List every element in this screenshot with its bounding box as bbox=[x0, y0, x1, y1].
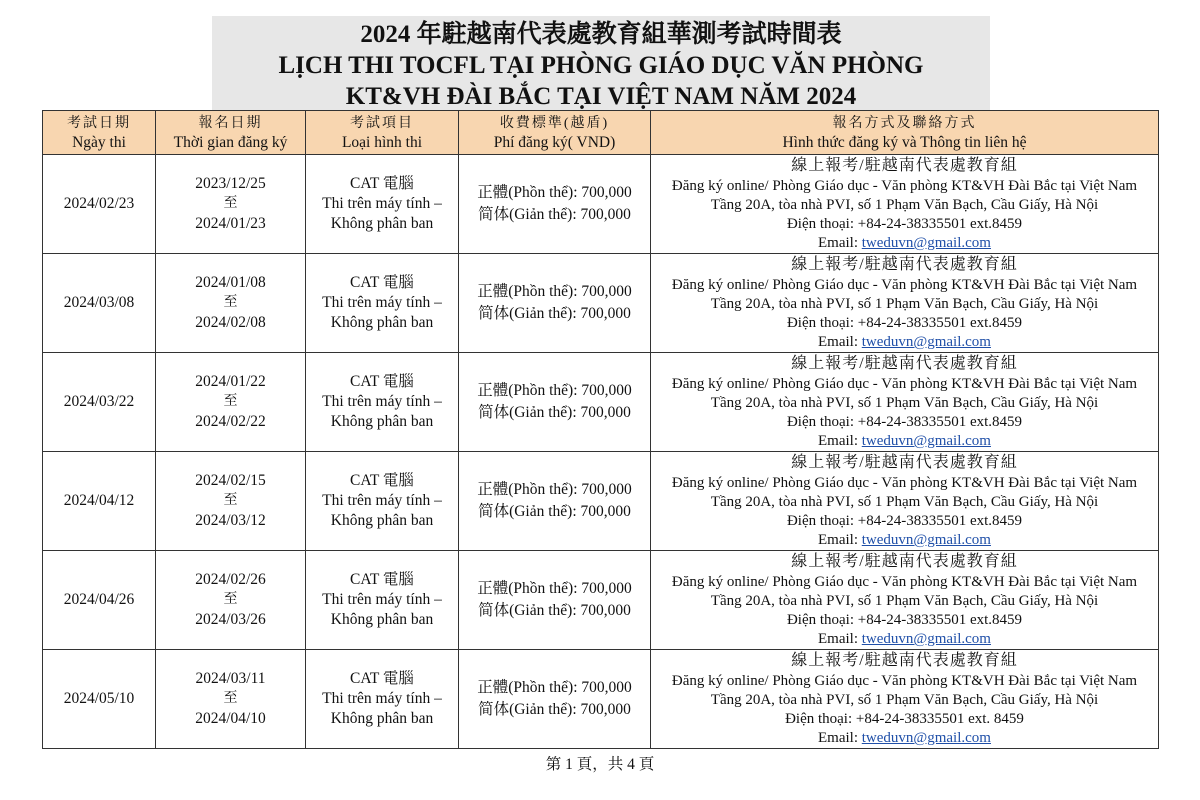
registration-start: 2024/01/08 bbox=[195, 274, 266, 291]
fee-traditional: 正體(Phồn thể): 700,000 bbox=[477, 382, 632, 399]
fee-traditional: 正體(Phồn thể): 700,000 bbox=[477, 283, 632, 300]
fee-traditional: 正體(Phồn thể): 700,000 bbox=[477, 481, 632, 498]
contact-email bbox=[651, 630, 1158, 649]
title-line-chinese: 2024 年駐越南代表處教育組華測考試時間表 bbox=[360, 21, 842, 48]
registration-to: 至 bbox=[223, 295, 238, 310]
contact-cell bbox=[651, 254, 1159, 353]
exam-type-line-2: Thi trên máy tính – bbox=[322, 690, 442, 707]
contact-online-office: Đăng ký online/ Phòng Giáo dục - Văn phòng KT&VH Đài Bắc tại Việt Nam bbox=[671, 673, 1138, 689]
contact-chinese: 線上報考/駐越南代表處教育組 bbox=[791, 553, 1018, 570]
table-row bbox=[43, 650, 1159, 749]
fee-cell bbox=[459, 353, 651, 452]
title-line-vietnamese-1: LỊCH THI TOCFL TẠI PHÒNG GIÁO DỤC VĂN PHÒNG bbox=[278, 52, 924, 79]
fee-cell bbox=[459, 452, 651, 551]
contact-address: Tầng 20A, tòa nhà PVI, số 1 Phạm Văn Bạch, Cầu Giấy, Hà Nội bbox=[710, 197, 1099, 213]
exam-date-cell bbox=[43, 650, 156, 749]
contact-address: Tầng 20A, tòa nhà PVI, số 1 Phạm Văn Bạch, Cầu Giấy, Hà Nội bbox=[710, 296, 1099, 312]
table-row bbox=[43, 452, 1159, 551]
registration-end: 2024/04/10 bbox=[195, 710, 266, 727]
registration-period-cell bbox=[156, 551, 306, 650]
registration-start: 2024/02/15 bbox=[195, 472, 266, 489]
registration-to: 至 bbox=[223, 394, 238, 409]
email-link[interactable]: tweduvn@gmail.com bbox=[861, 334, 991, 350]
contact-phone: Điện thoại: +84-24-38335501 ext.8459 bbox=[786, 315, 1023, 331]
exam-type-line-3: Không phân ban bbox=[330, 413, 434, 430]
email-link[interactable]: tweduvn@gmail.com bbox=[861, 631, 991, 647]
exam-date: 2024/03/08 bbox=[63, 294, 135, 311]
header-registration-period-vi: Thời gian đăng ký bbox=[173, 133, 288, 151]
exam-schedule-table bbox=[42, 110, 1159, 749]
registration-end: 2024/03/12 bbox=[195, 512, 266, 529]
header-exam-date-vi: Ngày thi bbox=[72, 133, 126, 151]
email-label: Email: bbox=[818, 532, 862, 548]
email-label: Email: bbox=[818, 730, 862, 746]
exam-date-cell bbox=[43, 452, 156, 551]
registration-to: 至 bbox=[223, 592, 238, 607]
header-fee bbox=[459, 111, 651, 155]
registration-period-cell bbox=[156, 254, 306, 353]
header-exam-date bbox=[43, 111, 156, 155]
contact-online-office: Đăng ký online/ Phòng Giáo dục - Văn phòng KT&VH Đài Bắc tại Việt Nam bbox=[671, 475, 1138, 491]
exam-date-cell bbox=[43, 353, 156, 452]
contact-chinese: 線上報考/駐越南代表處教育組 bbox=[791, 454, 1018, 471]
registration-end: 2024/01/23 bbox=[195, 215, 266, 232]
exam-date-cell bbox=[43, 155, 156, 254]
contact-email bbox=[651, 729, 1158, 748]
document-title bbox=[212, 16, 990, 110]
email-label: Email: bbox=[818, 334, 862, 350]
registration-to: 至 bbox=[223, 196, 238, 211]
registration-end: 2024/02/08 bbox=[195, 314, 266, 331]
exam-type-line-1: CAT 電腦 bbox=[350, 670, 414, 687]
fee-traditional: 正體(Phồn thể): 700,000 bbox=[477, 184, 632, 201]
contact-email bbox=[651, 234, 1158, 253]
contact-online-office: Đăng ký online/ Phòng Giáo dục - Văn phòng KT&VH Đài Bắc tại Việt Nam bbox=[671, 277, 1138, 293]
email-link[interactable]: tweduvn@gmail.com bbox=[861, 235, 991, 251]
contact-email bbox=[651, 333, 1158, 352]
fee-traditional: 正體(Phồn thể): 700,000 bbox=[477, 580, 632, 597]
header-exam-date-zh: 考試日期 bbox=[67, 115, 131, 131]
contact-online-office: Đăng ký online/ Phòng Giáo dục - Văn phòng KT&VH Đài Bắc tại Việt Nam bbox=[671, 574, 1138, 590]
contact-phone: Điện thoại: +84-24-38335501 ext.8459 bbox=[786, 612, 1023, 628]
header-row bbox=[43, 111, 1159, 155]
exam-date-cell bbox=[43, 254, 156, 353]
exam-type-line-3: Không phân ban bbox=[330, 611, 434, 628]
title-line-vietnamese-2: KT&VH ĐÀI BẮC TẠI VIỆT NAM NĂM 2024 bbox=[345, 83, 857, 110]
exam-type-line-2: Thi trên máy tính – bbox=[322, 294, 442, 311]
exam-date: 2024/04/26 bbox=[63, 591, 135, 608]
exam-type-line-2: Thi trên máy tính – bbox=[322, 492, 442, 509]
fee-simplified: 简体(Giản thể): 700,000 bbox=[478, 305, 631, 322]
contact-chinese: 線上報考/駐越南代表處教育組 bbox=[791, 652, 1018, 669]
email-label: Email: bbox=[818, 631, 862, 647]
registration-start: 2023/12/25 bbox=[195, 175, 266, 192]
fee-cell bbox=[459, 254, 651, 353]
exam-type-line-3: Không phân ban bbox=[330, 710, 434, 727]
exam-type-cell bbox=[306, 254, 459, 353]
exam-type-line-3: Không phân ban bbox=[330, 215, 434, 232]
exam-type-cell bbox=[306, 551, 459, 650]
exam-type-line-1: CAT 電腦 bbox=[350, 472, 414, 489]
contact-phone: Điện thoại: +84-24-38335501 ext.8459 bbox=[786, 414, 1023, 430]
contact-cell bbox=[651, 551, 1159, 650]
exam-date: 2024/04/12 bbox=[63, 492, 135, 509]
header-fee-zh: 收費標準(越盾) bbox=[499, 115, 610, 131]
header-exam-type bbox=[306, 111, 459, 155]
contact-address: Tầng 20A, tòa nhà PVI, số 1 Phạm Văn Bạch, Cầu Giấy, Hà Nội bbox=[710, 593, 1099, 609]
exam-type-line-1: CAT 電腦 bbox=[350, 571, 414, 588]
header-exam-type-zh: 考試項目 bbox=[350, 115, 414, 131]
contact-cell bbox=[651, 353, 1159, 452]
exam-type-line-1: CAT 電腦 bbox=[350, 373, 414, 390]
registration-to: 至 bbox=[223, 691, 238, 706]
table-row bbox=[43, 155, 1159, 254]
exam-date: 2024/02/23 bbox=[63, 195, 135, 212]
table-row bbox=[43, 551, 1159, 650]
header-contact-vi: Hình thức đăng ký và Thông tin liên hệ bbox=[782, 133, 1027, 151]
contact-phone: Điện thoại: +84-24-38335501 ext. 8459 bbox=[785, 711, 1024, 727]
contact-email bbox=[651, 432, 1158, 451]
contact-address: Tầng 20A, tòa nhà PVI, số 1 Phạm Văn Bạch, Cầu Giấy, Hà Nội bbox=[710, 692, 1099, 708]
page-footer: 第 1 頁，共 4 頁 bbox=[545, 756, 655, 773]
exam-date: 2024/05/10 bbox=[63, 690, 135, 707]
fee-simplified: 简体(Giản thể): 700,000 bbox=[478, 602, 631, 619]
exam-type-line-3: Không phân ban bbox=[330, 512, 434, 529]
table-header bbox=[43, 111, 1159, 155]
email-label: Email: bbox=[818, 433, 862, 449]
exam-type-line-1: CAT 電腦 bbox=[350, 175, 414, 192]
fee-cell bbox=[459, 650, 651, 749]
registration-period-cell bbox=[156, 452, 306, 551]
header-registration-period bbox=[156, 111, 306, 155]
contact-chinese: 線上報考/駐越南代表處教育組 bbox=[791, 256, 1018, 273]
registration-end: 2024/03/26 bbox=[195, 611, 266, 628]
fee-cell bbox=[459, 155, 651, 254]
email-link[interactable]: tweduvn@gmail.com bbox=[861, 532, 991, 548]
exam-type-cell bbox=[306, 353, 459, 452]
fee-simplified: 简体(Giản thể): 700,000 bbox=[478, 206, 631, 223]
exam-type-line-3: Không phân ban bbox=[330, 314, 434, 331]
table-row bbox=[43, 353, 1159, 452]
contact-email bbox=[651, 531, 1158, 550]
exam-date: 2024/03/22 bbox=[63, 393, 135, 410]
registration-to: 至 bbox=[223, 493, 238, 508]
registration-period-cell bbox=[156, 155, 306, 254]
header-contact-zh: 報名方式及聯絡方式 bbox=[832, 115, 977, 131]
contact-cell bbox=[651, 155, 1159, 254]
fee-cell bbox=[459, 551, 651, 650]
contact-phone: Điện thoại: +84-24-38335501 ext.8459 bbox=[786, 513, 1023, 529]
header-registration-period-zh: 報名日期 bbox=[198, 115, 263, 131]
fee-traditional: 正體(Phồn thể): 700,000 bbox=[477, 679, 632, 696]
fee-simplified: 简体(Giản thể): 700,000 bbox=[478, 701, 631, 718]
registration-period-cell bbox=[156, 650, 306, 749]
exam-type-cell bbox=[306, 452, 459, 551]
contact-online-office: Đăng ký online/ Phòng Giáo dục - Văn phòng KT&VH Đài Bắc tại Việt Nam bbox=[671, 376, 1138, 392]
contact-address: Tầng 20A, tòa nhà PVI, số 1 Phạm Văn Bạch, Cầu Giấy, Hà Nội bbox=[710, 395, 1099, 411]
email-label: Email: bbox=[818, 235, 862, 251]
exam-date-cell bbox=[43, 551, 156, 650]
exam-type-line-2: Thi trên máy tính – bbox=[322, 393, 442, 410]
fee-simplified: 简体(Giản thể): 700,000 bbox=[478, 404, 631, 421]
exam-type-cell bbox=[306, 650, 459, 749]
contact-cell bbox=[651, 650, 1159, 749]
header-contact bbox=[651, 111, 1159, 155]
contact-online-office: Đăng ký online/ Phòng Giáo dục - Văn phòng KT&VH Đài Bắc tại Việt Nam bbox=[671, 178, 1138, 194]
table-body bbox=[43, 155, 1159, 749]
contact-chinese: 線上報考/駐越南代表處教育組 bbox=[791, 355, 1018, 372]
exam-type-line-2: Thi trên máy tính – bbox=[322, 195, 442, 212]
header-exam-type-vi: Loại hình thi bbox=[341, 133, 423, 151]
contact-cell bbox=[651, 452, 1159, 551]
registration-start: 2024/01/22 bbox=[195, 373, 266, 390]
email-link[interactable]: tweduvn@gmail.com bbox=[861, 433, 991, 449]
contact-chinese: 線上報考/駐越南代表處教育組 bbox=[791, 157, 1018, 174]
registration-period-cell bbox=[156, 353, 306, 452]
registration-start: 2024/03/11 bbox=[195, 670, 266, 687]
contact-phone: Điện thoại: +84-24-38335501 ext.8459 bbox=[786, 216, 1023, 232]
table-row bbox=[43, 254, 1159, 353]
contact-address: Tầng 20A, tòa nhà PVI, số 1 Phạm Văn Bạch, Cầu Giấy, Hà Nội bbox=[710, 494, 1099, 510]
exam-type-cell bbox=[306, 155, 459, 254]
exam-type-line-1: CAT 電腦 bbox=[350, 274, 414, 291]
fee-simplified: 简体(Giản thể): 700,000 bbox=[478, 503, 631, 520]
exam-type-line-2: Thi trên máy tính – bbox=[322, 591, 442, 608]
email-link[interactable]: tweduvn@gmail.com bbox=[861, 730, 991, 746]
registration-end: 2024/02/22 bbox=[195, 413, 266, 430]
header-fee-vi: Phí đăng ký( VND) bbox=[493, 133, 616, 151]
registration-start: 2024/02/26 bbox=[195, 571, 266, 588]
